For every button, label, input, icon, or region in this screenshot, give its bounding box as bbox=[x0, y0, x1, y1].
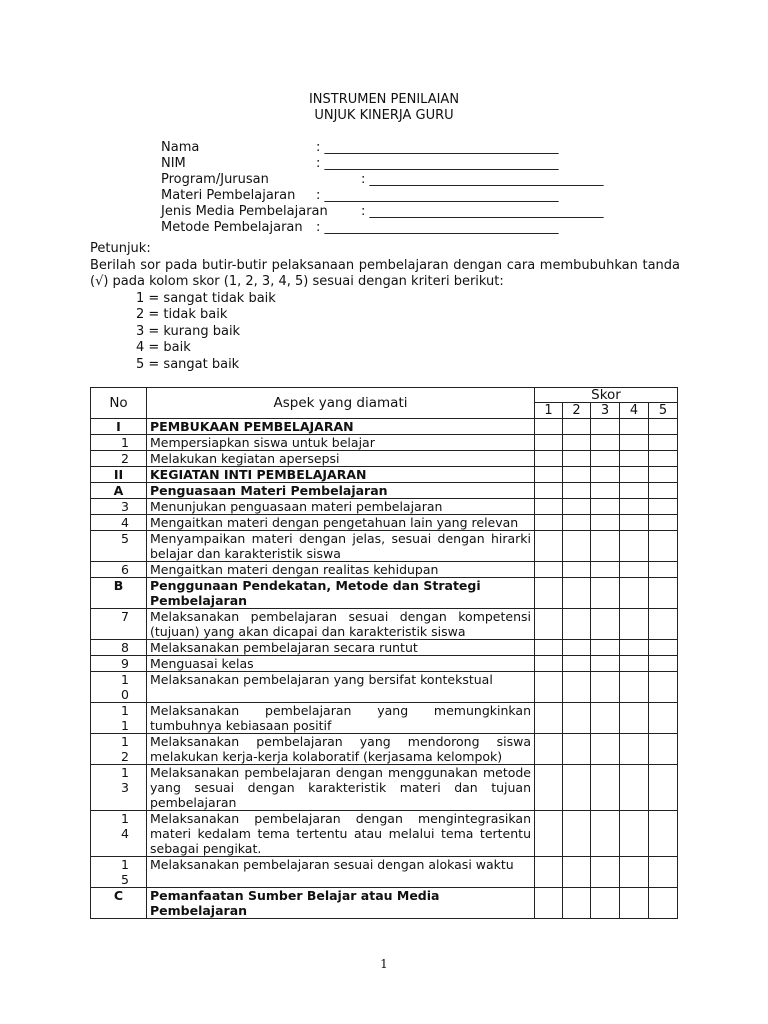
score-cell-5[interactable] bbox=[649, 419, 678, 435]
section-row bbox=[91, 888, 678, 919]
score-cell-2[interactable] bbox=[563, 656, 591, 672]
criteria-2: 2 = tidak baik bbox=[136, 307, 228, 322]
section-label: B bbox=[91, 578, 147, 609]
score-cell-3[interactable] bbox=[591, 451, 620, 467]
score-cell-5[interactable] bbox=[649, 435, 678, 451]
section-row bbox=[91, 483, 678, 499]
section-title: Penggunaan Pendekatan, Metode dan Strategi Pembelajaran bbox=[147, 578, 535, 609]
score-cell-3[interactable] bbox=[591, 888, 620, 919]
table-row bbox=[91, 765, 678, 811]
table-row bbox=[91, 857, 678, 888]
score-cell-2[interactable] bbox=[563, 419, 591, 435]
score-cell-2[interactable] bbox=[563, 515, 591, 531]
field-label: NIM bbox=[161, 156, 186, 171]
table-row bbox=[91, 515, 678, 531]
score-cell-2[interactable] bbox=[563, 562, 591, 578]
score-cell-5[interactable] bbox=[649, 483, 678, 499]
score-cell-2[interactable] bbox=[563, 640, 591, 656]
section-label: I bbox=[91, 419, 147, 435]
criteria-5: 5 = sangat baik bbox=[136, 356, 240, 372]
criteria-4: 4 = baik bbox=[136, 340, 191, 355]
score-cell-3[interactable] bbox=[591, 515, 620, 531]
score-cell-1[interactable] bbox=[535, 609, 563, 640]
item-number: 9 bbox=[91, 656, 147, 672]
item-text: Melaksanakan pembelajaran dengan menggunakan metode yang sesuai dengan karakteristik materi dan tujuan pembelajaran bbox=[147, 765, 535, 811]
document-subtitle: UNJUK KINERJA GURU bbox=[314, 108, 454, 123]
score-cell-3[interactable] bbox=[591, 656, 620, 672]
score-cell-5[interactable] bbox=[649, 672, 678, 703]
section-title: Penguasaan Materi Pembelajaran bbox=[147, 483, 535, 499]
score-cell-1[interactable] bbox=[535, 531, 563, 562]
field-label: Jenis Media Pembelajaran bbox=[161, 204, 328, 219]
score-cell-3[interactable] bbox=[591, 765, 620, 811]
score-cell-4[interactable] bbox=[620, 888, 649, 919]
item-text: Melaksanakan pembelajaran yang bersifat kontekstual bbox=[147, 672, 535, 703]
score-header-2: 2 bbox=[563, 403, 591, 419]
table-row bbox=[91, 703, 678, 734]
item-number: 1 1 bbox=[91, 703, 147, 734]
field-blank[interactable]: : ____________________________________ bbox=[361, 172, 604, 187]
section-title: Pemanfaatan Sumber Belajar atau Media Pembelajaran bbox=[147, 888, 535, 919]
score-cell-1[interactable] bbox=[535, 515, 563, 531]
field-label: Program/Jurusan bbox=[161, 172, 269, 187]
item-number: 1 5 bbox=[91, 857, 147, 888]
score-cell-3[interactable] bbox=[591, 483, 620, 499]
score-cell-5[interactable] bbox=[649, 888, 678, 919]
criteria-3: 3 = kurang baik bbox=[136, 323, 241, 339]
field-blank[interactable]: : ____________________________________ bbox=[316, 220, 559, 235]
score-cell-3[interactable] bbox=[591, 857, 620, 888]
field-blank[interactable]: : ____________________________________ bbox=[361, 204, 604, 219]
section-row bbox=[91, 578, 678, 609]
score-cell-4[interactable] bbox=[620, 857, 649, 888]
score-cell-1[interactable] bbox=[535, 888, 563, 919]
score-cell-2[interactable] bbox=[563, 578, 591, 609]
score-cell-5[interactable] bbox=[649, 531, 678, 562]
score-cell-1[interactable] bbox=[535, 419, 563, 435]
score-cell-5[interactable] bbox=[649, 656, 678, 672]
score-cell-5[interactable] bbox=[649, 857, 678, 888]
score-cell-1[interactable] bbox=[535, 435, 563, 451]
score-cell-1[interactable] bbox=[535, 672, 563, 703]
table-header-row bbox=[91, 388, 678, 403]
score-cell-2[interactable] bbox=[563, 531, 591, 562]
score-header-4: 4 bbox=[620, 403, 649, 419]
item-number: 1 3 bbox=[91, 765, 147, 811]
score-cell-2[interactable] bbox=[563, 765, 591, 811]
section-label: C bbox=[91, 888, 147, 919]
score-cell-5[interactable] bbox=[649, 703, 678, 734]
table-row bbox=[91, 734, 678, 765]
score-cell-5[interactable] bbox=[649, 515, 678, 531]
score-cell-2[interactable] bbox=[563, 467, 591, 483]
score-cell-1[interactable] bbox=[535, 734, 563, 765]
item-number: 6 bbox=[91, 562, 147, 578]
score-cell-4[interactable] bbox=[620, 811, 649, 857]
score-cell-3[interactable] bbox=[591, 703, 620, 734]
field-label: Materi Pembelajaran bbox=[161, 188, 296, 203]
score-cell-5[interactable] bbox=[649, 765, 678, 811]
field-label: Metode Pembelajaran bbox=[161, 220, 303, 235]
score-cell-4[interactable] bbox=[620, 515, 649, 531]
item-number: 7 bbox=[91, 609, 147, 640]
score-cell-3[interactable] bbox=[591, 609, 620, 640]
item-text: Menyampaikan materi dengan jelas, sesuai dengan hirarki belajar dan karakteristik siswa bbox=[147, 531, 535, 562]
score-cell-2[interactable] bbox=[563, 888, 591, 919]
field-blank[interactable]: : ____________________________________ bbox=[316, 188, 559, 203]
header-no: No bbox=[91, 388, 147, 419]
score-cell-3[interactable] bbox=[591, 672, 620, 703]
score-cell-2[interactable] bbox=[563, 703, 591, 734]
score-cell-4[interactable] bbox=[620, 531, 649, 562]
score-cell-4[interactable] bbox=[620, 703, 649, 734]
score-cell-3[interactable] bbox=[591, 419, 620, 435]
score-cell-4[interactable] bbox=[620, 609, 649, 640]
item-text: Melaksanakan pembelajaran yang memungkinkan tumbuhnya kebiasaan positif bbox=[147, 703, 535, 734]
score-cell-3[interactable] bbox=[591, 499, 620, 515]
table-row bbox=[91, 435, 678, 451]
score-header-3: 3 bbox=[591, 403, 620, 419]
score-cell-2[interactable] bbox=[563, 483, 591, 499]
table-row bbox=[91, 609, 678, 640]
score-cell-3[interactable] bbox=[591, 531, 620, 562]
score-cell-1[interactable] bbox=[535, 483, 563, 499]
score-cell-2[interactable] bbox=[563, 451, 591, 467]
item-text: Melaksanakan pembelajaran secara runtut bbox=[147, 640, 535, 656]
instructions-text: Berilah sor pada butir-butir pelaksanaan pembelajaran dengan cara membubuhkan tanda (√) pada kolom skor (1, 2, 3, 4, 5) sesuai dengan kriteri berikut: bbox=[90, 257, 680, 289]
score-cell-1[interactable] bbox=[535, 811, 563, 857]
score-cell-1[interactable] bbox=[535, 765, 563, 811]
assessment-table bbox=[90, 387, 678, 919]
score-cell-4[interactable] bbox=[620, 672, 649, 703]
table-row bbox=[91, 640, 678, 656]
header-skor: Skor bbox=[535, 388, 678, 403]
item-number: 1 2 bbox=[91, 734, 147, 765]
field-label: Nama bbox=[161, 140, 200, 155]
item-number: 1 0 bbox=[91, 672, 147, 703]
score-cell-1[interactable] bbox=[535, 499, 563, 515]
item-text: Melaksanakan pembelajaran sesuai dengan alokasi waktu bbox=[147, 857, 535, 888]
score-cell-1[interactable] bbox=[535, 656, 563, 672]
table-row bbox=[91, 811, 678, 857]
score-cell-2[interactable] bbox=[563, 499, 591, 515]
score-cell-5[interactable] bbox=[649, 451, 678, 467]
table-row bbox=[91, 672, 678, 703]
table-row bbox=[91, 499, 678, 515]
score-cell-4[interactable] bbox=[620, 451, 649, 467]
table-row bbox=[91, 656, 678, 672]
score-cell-5[interactable] bbox=[649, 467, 678, 483]
score-cell-2[interactable] bbox=[563, 609, 591, 640]
table-row bbox=[91, 531, 678, 562]
score-cell-4[interactable] bbox=[620, 419, 649, 435]
score-cell-3[interactable] bbox=[591, 578, 620, 609]
score-cell-3[interactable] bbox=[591, 435, 620, 451]
score-cell-2[interactable] bbox=[563, 857, 591, 888]
score-header-5: 5 bbox=[649, 403, 678, 419]
item-number: 3 bbox=[91, 499, 147, 515]
section-title: KEGIATAN INTI PEMBELAJARAN bbox=[147, 467, 535, 483]
score-cell-1[interactable] bbox=[535, 640, 563, 656]
score-cell-4[interactable] bbox=[620, 562, 649, 578]
score-cell-3[interactable] bbox=[591, 640, 620, 656]
instructions bbox=[90, 241, 680, 373]
score-header-1: 1 bbox=[535, 403, 563, 419]
score-cell-5[interactable] bbox=[649, 562, 678, 578]
section-title: PEMBUKAAN PEMBELAJARAN bbox=[147, 419, 535, 435]
criteria-1: 1 = sangat tidak baik bbox=[136, 290, 276, 306]
score-cell-3[interactable] bbox=[591, 467, 620, 483]
score-cell-5[interactable] bbox=[649, 499, 678, 515]
score-cell-4[interactable] bbox=[620, 765, 649, 811]
instructions-heading: Petunjuk: bbox=[90, 241, 151, 256]
score-cell-5[interactable] bbox=[649, 640, 678, 656]
item-text: Menunjukan penguasaan materi pembelajaran bbox=[147, 499, 535, 515]
score-cell-4[interactable] bbox=[620, 435, 649, 451]
page-number: 1 bbox=[380, 957, 388, 971]
score-cell-4[interactable] bbox=[620, 656, 649, 672]
section-label: II bbox=[91, 467, 147, 483]
score-cell-1[interactable] bbox=[535, 703, 563, 734]
section-row bbox=[91, 467, 678, 483]
item-number: 5 bbox=[91, 531, 147, 562]
score-cell-4[interactable] bbox=[620, 578, 649, 609]
table-row bbox=[91, 451, 678, 467]
item-number: 1 4 bbox=[91, 811, 147, 857]
score-cell-1[interactable] bbox=[535, 451, 563, 467]
score-cell-3[interactable] bbox=[591, 734, 620, 765]
score-cell-4[interactable] bbox=[620, 483, 649, 499]
item-text: Mempersiapkan siswa untuk belajar bbox=[147, 435, 535, 451]
score-cell-5[interactable] bbox=[649, 609, 678, 640]
section-label: A bbox=[91, 483, 147, 499]
document-title: INSTRUMEN PENILAIAN bbox=[308, 92, 460, 107]
field-blank[interactable]: : ____________________________________ bbox=[316, 140, 559, 155]
score-cell-4[interactable] bbox=[620, 640, 649, 656]
score-cell-1[interactable] bbox=[535, 562, 563, 578]
item-text: Melaksanakan pembelajaran dengan mengintegrasikan materi kedalam tema tertentu atau melalui tema tertentu sebagai pengikat. bbox=[147, 811, 535, 857]
score-cell-2[interactable] bbox=[563, 672, 591, 703]
score-cell-2[interactable] bbox=[563, 811, 591, 857]
header-aspek: Aspek yang diamati bbox=[147, 388, 535, 419]
item-text: Melaksanakan pembelajaran yang mendorong siswa melakukan kerja-kerja kolaboratif (kerjasama kelompok) bbox=[147, 734, 535, 765]
score-cell-5[interactable] bbox=[649, 734, 678, 765]
item-text: Mengaitkan materi dengan realitas kehidupan bbox=[147, 562, 535, 578]
item-text: Melakukan kegiatan apersepsi bbox=[147, 451, 535, 467]
score-cell-4[interactable] bbox=[620, 467, 649, 483]
item-number: 8 bbox=[91, 640, 147, 656]
score-cell-1[interactable] bbox=[535, 578, 563, 609]
item-number: 1 bbox=[91, 435, 147, 451]
item-text: Melaksanakan pembelajaran sesuai dengan kompetensi (tujuan) yang akan dicapai dan karakteristik siswa bbox=[147, 609, 535, 640]
score-cell-3[interactable] bbox=[591, 811, 620, 857]
score-cell-5[interactable] bbox=[649, 811, 678, 857]
score-cell-2[interactable] bbox=[563, 435, 591, 451]
table-row bbox=[91, 562, 678, 578]
score-cell-4[interactable] bbox=[620, 734, 649, 765]
item-text: Mengaitkan materi dengan pengetahuan lain yang relevan bbox=[147, 515, 535, 531]
score-cell-2[interactable] bbox=[563, 734, 591, 765]
score-cell-1[interactable] bbox=[535, 857, 563, 888]
section-row bbox=[91, 419, 678, 435]
score-cell-3[interactable] bbox=[591, 562, 620, 578]
score-cell-5[interactable] bbox=[649, 578, 678, 609]
score-cell-4[interactable] bbox=[620, 499, 649, 515]
field-blank[interactable]: : ____________________________________ bbox=[316, 156, 559, 171]
item-number: 2 bbox=[91, 451, 147, 467]
item-number: 4 bbox=[91, 515, 147, 531]
item-text: Menguasai kelas bbox=[147, 656, 535, 672]
score-cell-1[interactable] bbox=[535, 467, 563, 483]
